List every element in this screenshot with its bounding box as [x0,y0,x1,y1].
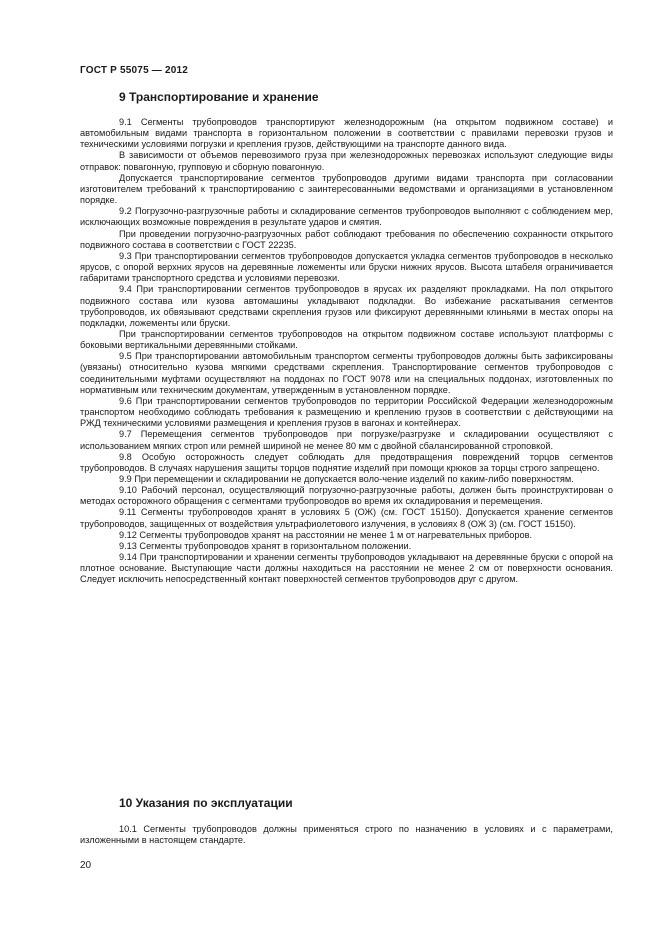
paragraph: 9.2 Погрузочно-разгрузочные работы и складирование сегментов трубопроводов выполняют с соблюдением мер, исключающих возможные повреждения в результате ударов и смятия. [80,206,613,228]
paragraph: 9.7 Перемещения сегментов трубопроводов при погрузке/разгрузке и складировании осуществляют с использованием мягких строп или ремней шириной не менее 80 мм с двойной сбалансированной строповкой. [80,429,613,451]
paragraph: 9.5 При транспортировании автомобильным транспортом сегменты трубопроводов должны быть зафиксированы (увязаны) относительно кузова мягкими средствами скрепления. Транспортирование сегментов трубопроводов с соединительными муфтами осуществляют на поддонах по ГОСТ 9078 или на специальных поддонах, изготовленных по нормативным или техническим документам, утвержденным в установленном порядке. [80,351,613,395]
paragraph: При проведении погрузочно-разгрузочных работ соблюдают требования по обеспечению сохранности открытого подвижного состава в соответствии с ГОСТ 22235. [80,228,613,250]
document-header: ГОСТ Р 55075 — 2012 [80,65,189,76]
section-9-body [80,117,613,586]
paragraph: Допускается транспортирование сегментов трубопроводов другими видами транспорта при согласовании изготовителем требований к транспортированию с заинтересованными ведомствами и организациями в установленном порядке. [80,172,613,206]
paragraph: В зависимости от объемов перевозимого груза при железнодорожных перевозках используют следующие виды отправок: повагонную, групповую и сборную повагонную. [80,150,613,172]
paragraph: 9.4 При транспортировании сегментов трубопроводов в ярусах их разделяют прокладками. На пол открытого подвижного состава или кузова автомашины укладывают подкладки. Во избежание раскатывания сегментов трубопроводов, их обвязывают средствами скрепления грузов или фиксируют деревянными клиньями в местах опоры на подкладки, ложементы или бруски. [80,284,613,328]
paragraph: 9.9 При перемещении и складировании не допускается воло-чение изделий по каким-либо поверхностям. [119,474,574,484]
section-9-title: 9 Транспортирование и хранение [119,90,319,104]
paragraph: 9.1 Сегменты трубопроводов транспортируют железнодорожным (на открытом подвижном составе) и автомобильным видами транспорта в горизонтальном положении в соответствии с правилами перевозки грузов и техническими условиями погрузки и крепления грузов, действующими на транспорте данного вида. [80,117,613,150]
paragraph: 9.6 При транспортировании сегментов трубопроводов по территории Российской Федерации железнодорожным транспортом необходимо соблюдать требования к размещению и креплению грузов в соответствии с действующими на РЖД техническими условиями размещения и крепления грузов в вагонах и контейнерах. [80,395,613,429]
paragraph: При транспортировании сегментов трубопроводов на открытом подвижном составе используют платформы с боковыми вертикальными деревянными стойками. [80,328,613,351]
section-10-title: 10 Указания по эксплуатации [119,796,293,810]
paragraph: 9.12 Сегменты трубопроводов хранят на расстоянии не менее 1 м от нагревательных приборов. [119,529,533,540]
page-number: 20 [80,860,92,871]
section-10-body [80,824,613,846]
paragraph: 10.1 Сегменты трубопроводов должны применяться строго по назначению в условиях и с параметрами, изложенными в настоящем стандарте. [80,824,613,846]
paragraph: 9.3 При транспортировании сегментов трубопроводов допускается укладка сегментов трубопроводов в несколько ярусов, с опорой верхних ярусов на деревянные ложементы или бруски нижних ярусов. Высота штабеля ограничивается габаритами транспортного средства и условиями перевозки. [80,250,613,284]
paragraph: 9.13 Сегменты трубопроводов хранят в горизонтальном положении. [119,540,412,551]
paragraph: 9.10 Рабочий персонал, осуществляющий погрузочно-разгрузочные работы, должен быть проинструктирован о методах осторожного обращения с сегментами трубопроводов во время их складирования и перемещения. [80,485,613,507]
paragraph: 9.11 Сегменты трубопроводов хранят в условиях 5 (ОЖ) (см. ГОСТ 15150). Допускается хранение сегментов трубопроводов, защищенных от воздействия ультрафиолетового излучения, в условиях 8 (ОЖ 3) (см. ГОСТ 15150). [80,507,613,529]
paragraph: 9.8 Особую осторожность следует соблюдать для предотвращения повреждений торцов сегментов трубопроводов. В случаях нарушения защиты торцов поднятие изделий при помощи крюков за торцы строго запрещено. [80,451,613,473]
paragraph: 9.14 При транспортировании и хранении сегменты трубопроводов укладывают на деревянные бруски с опорой на плотное основание. Выступающие части должны находиться на расстоянии не менее 2 см от поверхности основания. Следует исключить непосредственный контакт поверхностей сегментов трубопроводов друг с другом. [80,552,613,585]
